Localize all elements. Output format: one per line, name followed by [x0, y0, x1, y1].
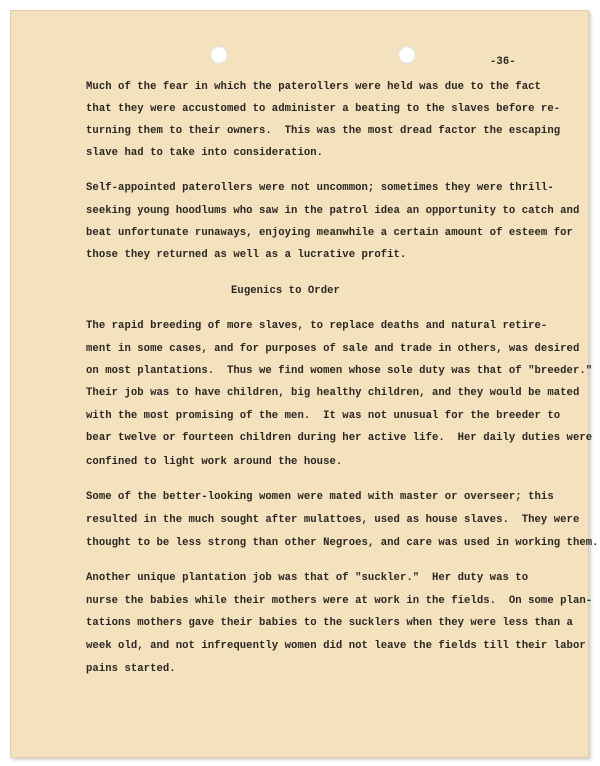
text-line: that they were accustomed to administer a beating to the slaves before re- — [86, 103, 561, 115]
punch-hole — [398, 46, 416, 64]
text-line: nurse the babies while their mothers were at work in the fields. On some plan- — [86, 595, 593, 607]
text-line: beat unfortunate runaways, enjoying meanwhile a certain amount of esteem for — [86, 227, 573, 239]
punch-hole — [210, 46, 228, 64]
text-line: Their job was to have children, big healthy children, and they would be mated — [86, 387, 580, 399]
text-line: Another unique plantation job was that of "suckler." Her duty was to — [86, 572, 529, 584]
text-line: Some of the better-looking women were mated with master or overseer; this — [86, 491, 554, 503]
text-line: tations mothers gave their babies to the sucklers when they were less than a — [86, 617, 573, 629]
text-line: turning them to their owners. This was the most dread factor the escaping — [86, 125, 561, 137]
text-line: bear twelve or fourteen children during her active life. Her daily duties were — [86, 432, 593, 444]
text-line: Self-appointed paterollers were not uncommon; sometimes they were thrill- — [86, 182, 554, 194]
text-line: slave had to take into consideration. — [86, 147, 324, 159]
text-line: The rapid breeding of more slaves, to replace deaths and natural retire- — [86, 320, 548, 332]
text-line: ment in some cases, and for purposes of sale and trade in others, was desired — [86, 343, 580, 355]
text-line: Much of the fear in which the paterollers were held was due to the fact — [86, 81, 541, 93]
text-line: on most plantations. Thus we find women whose sole duty was that of "breeder." — [86, 365, 593, 377]
text-line: week old, and not infrequently women did not leave the fields till their labor — [86, 640, 586, 652]
text-line: pains started. — [86, 663, 176, 675]
text-line: those they returned as well as a lucrative profit. — [86, 249, 407, 261]
text-line: thought to be less strong than other Negroes, and care was used in working them. — [86, 537, 599, 549]
text-line: resulted in the much sought after mulattoes, used as house slaves. They were — [86, 514, 580, 526]
page-number: -36- — [490, 56, 516, 68]
section-heading: Eugenics to Order — [231, 285, 340, 297]
text-line: with the most promising of the men. It was not unusual for the breeder to — [86, 410, 561, 422]
text-line: confined to light work around the house. — [86, 456, 343, 468]
text-line: seeking young hoodlums who saw in the patrol idea an opportunity to catch and — [86, 205, 580, 217]
